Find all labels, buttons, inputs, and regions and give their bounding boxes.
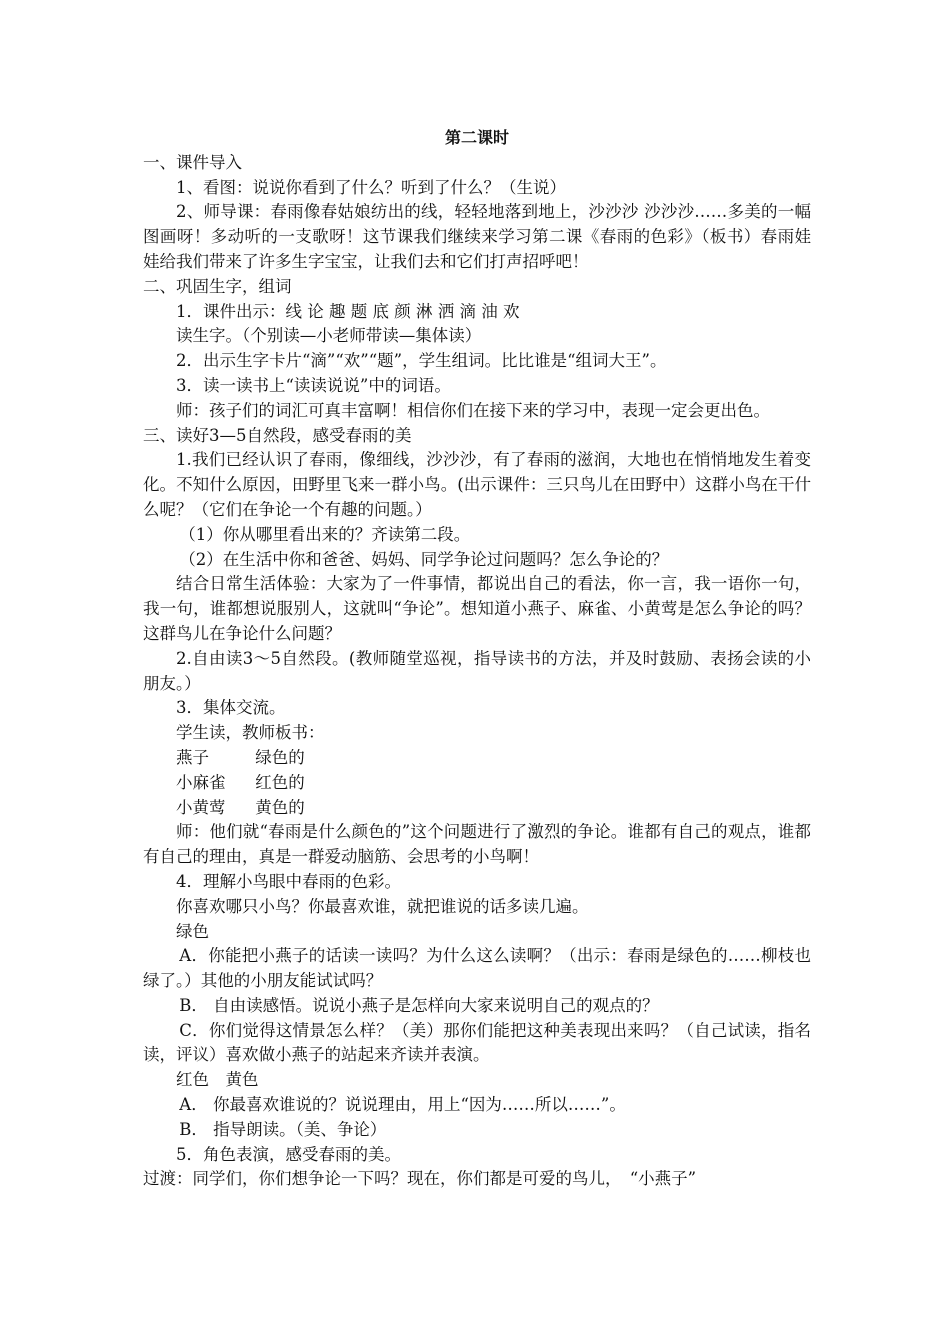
paragraph: 1.我们已经认识了春雨，像细线，沙沙沙，有了春雨的滋润，大地也在悄悄地发生着变化。不知什么原因，田野里飞来一群小鸟。(出示课件：三只鸟儿在田野中）这群小鸟在干什么呢？（它们在争论一个有趣的问题。） [143,450,811,519]
paragraph: A．你能把小燕子的话读一读吗？为什么这么读啊？（出示：春雨是绿色的……柳枝也绿了。）其他的小朋友能试试吗？ [143,946,811,991]
paragraph: A． 你最喜欢谁说的？说说理由，用上“因为……所以……”。 [179,1095,626,1115]
paragraph: C．你们觉得这情景怎么样？（美）那你们能把这种美表现出来吗？（自己试读，指名读，评议）喜欢做小燕子的站起来齐读并表演。 [143,1020,811,1065]
page-title: 第二课时 [444,128,509,147]
document-page [143,122,811,1192]
board-notes [143,746,811,820]
paragraph: B． 指导朗读。（美、争论） [179,1119,387,1139]
paragraph: 结合日常生活体验：大家为了一件事情，都说出自己的看法，你一言，我一语你一句，我一句，谁都想说服别人，这就叫“争论”。想知道小燕子、麻雀、小黄莺是怎么争论的吗？这群鸟儿在争论什么问题？ [143,574,811,643]
paragraph: 学生读，教师板书： [176,723,325,743]
body-section-2 [143,820,811,1192]
board-color: 绿色的 [255,747,305,767]
board-bird: 小黄莺 [176,797,226,817]
paragraph: 红色 黄色 [176,1070,259,1090]
paragraph: 3．集体交流。 [176,698,286,718]
board-color: 红色的 [255,772,305,792]
board-row [143,746,811,771]
board-row [143,796,811,821]
paragraph: B． 自由读感悟。说说小燕子是怎样向大家来说明自己的观点的？ [179,995,659,1015]
paragraph: 三、读好3—5自然段，感受春雨的美 [143,425,412,445]
paragraph: 师：他们就“春雨是什么颜色的”这个问题进行了激烈的争论。谁都有自己的观点，谁都有自己的理由，真是一群爱动脑筋、会思考的小鸟啊！ [143,822,811,867]
paragraph: 你喜欢哪只小鸟？你最喜欢谁，就把谁说的话多读几遍。 [176,896,589,916]
paragraph: 5．角色表演，感受春雨的美。 [176,1144,401,1164]
paragraph: （2）在生活中你和爸爸、妈妈、同学争论过问题吗？怎么争论的？ [179,549,669,569]
paragraph: 2.自由读3～5自然段。(教师随堂巡视，指导读书的方法，并及时鼓励、表扬会读的小朋友。） [143,648,811,693]
paragraph: （1）你从哪里看出来的？齐读第二段。 [179,524,471,544]
paragraph: 4．理解小鸟眼中春雨的色彩。 [176,871,401,891]
paragraph: 一、课件导入 [143,152,242,172]
paragraph: 读生字。（个别读—小老师带读—集体读） [176,326,482,346]
paragraph: 师：孩子们的词汇可真丰富啊！相信你们在接下来的学习中，表现一定会更出色。 [176,400,770,420]
board-bird: 燕子 [176,747,209,767]
board-bird: 小麻雀 [176,772,226,792]
paragraph: 1．课件出示：线 论 趣 题 底 颜 淋 洒 滴 油 欢 [176,301,520,321]
body-section-1 [143,151,811,746]
board-row [143,771,811,796]
board-color: 黄色的 [255,797,305,817]
paragraph: 二、巩固生字，组词 [143,276,292,296]
paragraph: 绿色 [176,921,209,941]
paragraph: 3．读一读书上“读读说说”中的词语。 [176,375,451,395]
paragraph: 1、看图：说说你看到了什么？听到了什么？（生说） [176,177,566,197]
paragraph: 2．出示生字卡片“滴”“欢”“题”，学生组词。比比谁是“组词大王”。 [176,351,667,371]
paragraph: 过渡：同学们，你们想争论一下吗？现在，你们都是可爱的鸟儿， “小燕子” [143,1169,697,1189]
paragraph: 2、师导课：春雨像春姑娘纺出的线，轻轻地落到地上，沙沙沙 沙沙沙……多美的一幅图画呀！多动听的一支歌呀！这节课我们继续来学习第二课《春雨的色彩》（板书）春雨娃娃给我们带来了许多生字宝宝，让我们去和它们打声招呼吧！ [143,202,811,271]
